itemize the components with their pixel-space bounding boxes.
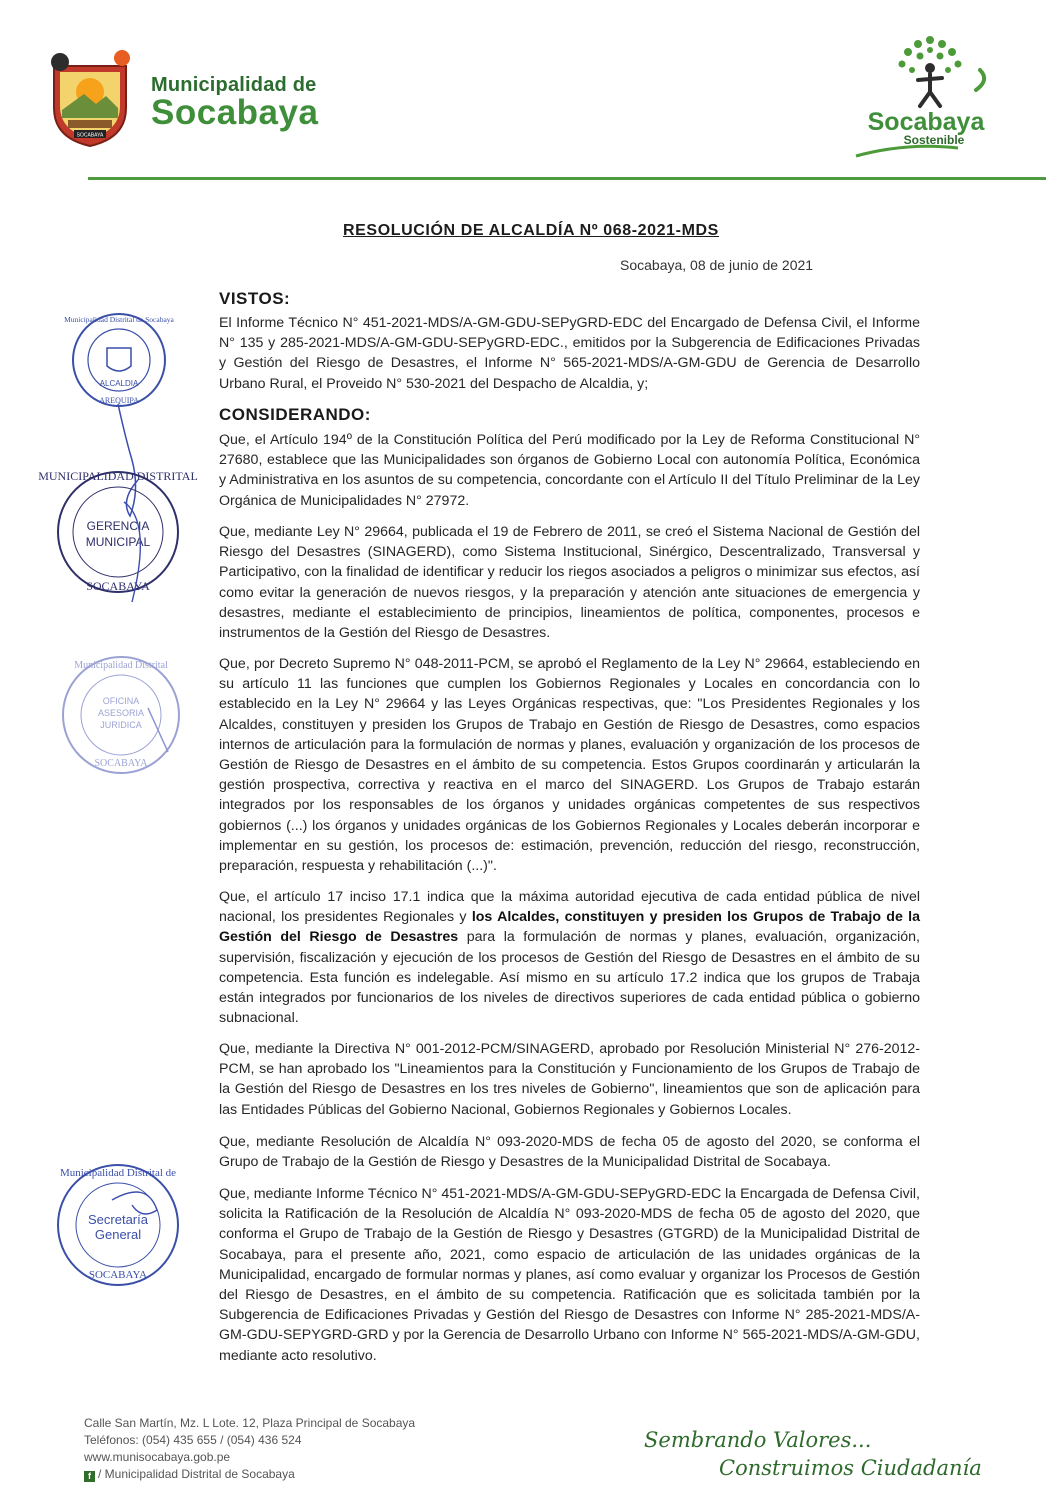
stamp-line-3: JURIDICA [100, 720, 142, 730]
stamp-bottom-text: SOCABAYA [86, 579, 150, 593]
stamp-line-1: GERENCIA [86, 519, 150, 533]
considerando-paragraph-1: Que, el Artículo 194º de la Constitución Política del Perú modificado por la Ley de Reforma Constitucional N° 27680, establece que las Municipalidades son órganos de Gobierno Local con autonomía Política, Económica y Administrativa en los asuntos de su competencia, concordante con el Artículo II del Título Preliminar de la Ley Orgánica de Municipalidades N° 27972. [219, 432, 920, 509]
considerando-paragraph-7: Que, mediante Informe Técnico N° 451-2021-MDS/A-GM-GDU-SEPyGRD-EDC la Encargada de Defensa Civil, solicita la Ratificación de la Resolución de Alcaldía N° 093-2020-MDS de fecha 05 de agosto del 2020, que conforma el Grupo de Trabajo de la Gestión de Riesgo y Desastres (GTGRD) de la Municipalidad Distrital de Socabaya, para el presente año, 2021, como espacio de articulación de las unidades orgánicas de la Municipalidad, encargado de formular normas y planes, así como evaluar y organizar los Procesos de Gestión del Riesgo de Desastres, en el ámbito de su competencia. Ratificación que es solicitada también por la Subgerencia de Edificaciones Privadas y Gestión del Riesgo de Desastres con Informe N° 285-2021-MDS/A-GM-GDU-SEPYGRD-GRD y por la Gerencia de Desarrollo Urbano con Informe N° 565-2021-MDS/A-GM-GDU, mediante acto resolutivo. [219, 1186, 920, 1364]
considerando-heading: CONSIDERANDO: [219, 405, 371, 424]
footer-address: Calle San Martín, Mz. L Lote. 12, Plaza Principal de Socabaya [84, 1416, 416, 1430]
stamp-arc-text: Municipalidad Distrital de [59, 1167, 177, 1179]
footer-facebook-line [84, 1466, 415, 1483]
considerando-paragraph-5: Que, mediante la Directiva N° 001-2012-PCM/SINAGERD, aprobado por Resolución Ministerial N° 276-2012-PCM, se han aprobado los "Lineamientos para la Constitución y Funcionamiento de los Grupos de Trabajo de la Gestión del Riesgo de Desastres en los tres niveles de Gobierno", lineamientos que son de aplicación para las Entidades Públicas del Gobierno Nacional, Gobiernos Regionales y Gobiernos Locales. [219, 1041, 920, 1118]
paragraph-4-text-b: para la formulación de normas y planes, evaluación, organización, supervisión, fiscalización y ejecución de los procesos de Gestión del Riesgo de Desastres en el ámbito de su competencia. Esta función es indelegable. Así mismo en su artículo 17.2 indica que los grupos de Trabaja están integrados por funcionarios de los niveles de directivos superiores de cada entidad pública o gobierno subnacional. [219, 929, 920, 1027]
stamp-arc-text: Municipalidad Distrital [74, 660, 168, 671]
asesoria-juridica-stamp [58, 652, 184, 778]
stamp-arc-text: MUNICIPALIDAD DISTRITAL [38, 469, 198, 483]
seal-label: SOCABAYA [76, 132, 104, 139]
municipality-name [151, 74, 318, 133]
vistos-heading: VISTOS: [219, 289, 291, 308]
slogan-line-1: Sembrando Valores... [644, 1428, 872, 1452]
right-logo-subword: Sostenible [903, 133, 965, 147]
socabaya-sostenible-logo [848, 30, 1003, 165]
considerando-paragraph-2: Que, mediante Ley N° 29664, publicada el 19 de Febrero de 2011, se creó el Sistema Nacional de Gestión del Riesgo del Desastres (SINAGERD), como Sistema Institucional, Sinérgico, Descentralizado, Transversal y Participativo, con la finalidad de identificar y reducir los riegos asociados a peligros o minimizar sus efectos, así como evitar la generación de nuevos riesgos, y la preparación y atención ante situaciones de emergencia y desastres, mediante el establecimiento de principios, lineamientos de política, componentes, procesos e instrumentos de la Gestión del Riesgo de Desastres. [219, 524, 920, 642]
footer-contact-block [84, 1415, 415, 1483]
footer-phones: Teléfonos: (054) 435 655 / (054) 436 524 [84, 1433, 302, 1447]
stamp-line-1: OFICINA [102, 696, 140, 706]
slogan-line-2: Construimos Ciudadanía [719, 1456, 982, 1480]
header-divider [88, 177, 1046, 180]
considerando-paragraph-3: Que, por Decreto Supremo N° 048-2011-PCM, se aprobó el Reglamento de la Ley N° 29664, estableciendo en su artículo 11 las funciones que cumplen los Gobiernos Regionales y Locales en concordancia con lo establecido en la Ley N° 29664 y las Leyes Orgánicas respectivas, que: "Los Presidentes Regionales y los Alcaldes, constituyen y presiden los Grupos de Trabajo en Gestión de Riesgo de Desastres, como espacios internos de articulación para la formulación de normas y planes, evaluación y organización de los procesos de Gestión de Riesgo de Desastres en el ámbito de su competencia. Estos Grupos coordinarán y articularán la gestión prospectiva, correctiva y reactiva en el marco del SINAGERD. Los Grupos de Trabajo estarán integrados por los responsables de los órganos y unidades orgánicas competentes de sus respectivos gobiernos (...) los órganos y unidades orgánicas de los Gobiernos Regionales y Locales deberán incorporar e implementar en su gestión, los procesos de: estimación, prevención, reducción del riesgo, reconstrucción, preparación, respuesta y rehabilitación (...)". [219, 656, 920, 875]
stamp-line-2: MUNICIPAL [85, 535, 151, 549]
footer-website: www.munisocabaya.gob.pe [84, 1450, 231, 1464]
vistos-paragraph: El Informe Técnico N° 451-2021-MDS/A-GM-GDU-SEPyGRD-EDC del Encargado de Defensa Civil, el Informe N° 135 y 285-2021-MDS/A-GM-GDU-SEPyGRD-EDC., emitidos por la Subgerencia de Edificaciones Privadas y Gestión del Riesgo de Desastres, el Informe N° 565-2021-MDS/A-GM-GDU de Gerencia de Desarrollo Urbano Rural, el Proveido N° 530-2021 del Despacho de Alcaldia, y; [219, 315, 920, 392]
footer-facebook-text: / Municipalidad Distrital de Socabaya [98, 1467, 295, 1481]
paragraph-4-bold-text: los Alcaldes, constituyen y presiden los Grupos de Trabajo de la Gestión del Riesgo de Desastres [219, 909, 920, 946]
paragraph-4-text-a: Que, el artículo 17 inciso 17.1 indica que la máxima autoridad ejecutiva de cada entidad pública de nivel nacional, los presidentes Regionales y [219, 889, 920, 926]
brand-line-1: Municipalidad de [151, 74, 317, 96]
stamp-bottom-text: AREQUIPA [99, 396, 139, 405]
stamp-bottom-text: SOCABAYA [88, 1269, 148, 1281]
secretaria-general-stamp [52, 1160, 184, 1290]
municipal-coat-of-arms-logo [44, 46, 136, 150]
stamp-bottom-text: SOCABAYA [94, 758, 148, 769]
stamp-line-2: ASESORIA [97, 708, 145, 718]
resolution-title: RESOLUCIÓN DE ALCALDÍA Nº 068-2021-MDS [343, 222, 719, 239]
facebook-icon: f [84, 1471, 95, 1482]
stamp-inner-text: ALCALDIA [99, 379, 139, 388]
stamp-line-1: Secretaría [88, 1212, 148, 1227]
considerando-paragraph-4 [219, 887, 920, 1028]
stamp-line-2: General [94, 1227, 142, 1242]
alcaldia-stamp [62, 310, 176, 410]
stamp-top-text: Municipalidad Distrital de Socabaya [64, 315, 174, 324]
considerando-paragraph-6: Que, mediante Resolución de Alcaldía N° 093-2020-MDS de fecha 05 de agosto del 2020, se conforma el Grupo de Trabajo de la Gestión de Riesgo y Desastres de la Municipalidad Distrital de Socabaya. [219, 1134, 920, 1171]
resolution-date: Socabaya, 08 de junio de 2021 [620, 257, 814, 273]
brand-line-2: Socabaya [151, 93, 319, 132]
right-logo-word: Socabaya [867, 108, 985, 136]
gerencia-municipal-stamp [38, 462, 198, 602]
